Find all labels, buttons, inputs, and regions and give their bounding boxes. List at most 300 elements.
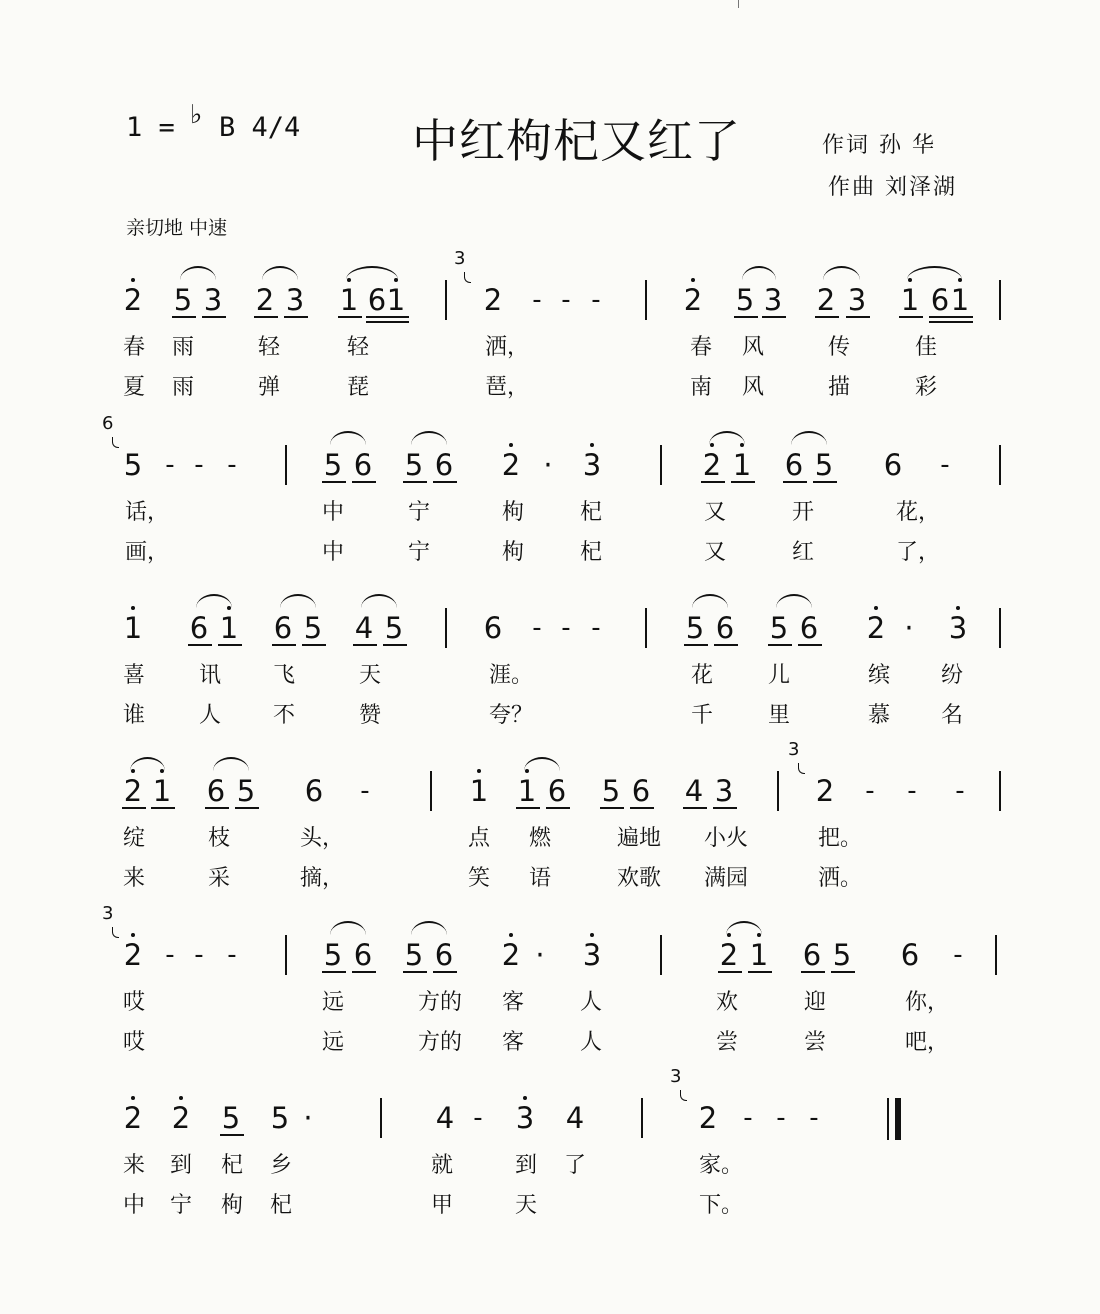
slur	[130, 757, 165, 771]
note: 6	[304, 774, 324, 808]
lyric-verse-2: 尝	[804, 1030, 827, 1055]
lyric-verse-1: 枝	[208, 826, 231, 851]
note: 5	[303, 611, 323, 645]
lyric-verse-2: 画，	[125, 540, 170, 565]
lyric-verse-1: 迎	[804, 990, 827, 1015]
slur	[742, 266, 776, 280]
lyric-verse-2: 远	[322, 1030, 345, 1055]
lyric-verse-1: 佳	[915, 335, 938, 360]
underline-beam	[272, 644, 296, 646]
composer-credit: 作曲 刘泽湖	[828, 175, 957, 200]
underline-beam	[383, 644, 407, 646]
note: 2	[121, 773, 145, 809]
lyric-verse-1: 方的	[418, 990, 463, 1015]
grace-curl	[680, 1090, 687, 1101]
bar-line	[660, 445, 662, 485]
lyric-verse-2: 笑	[468, 866, 491, 891]
lyric-verse-2: 赞	[359, 703, 382, 728]
sustain-dash: -	[360, 776, 370, 806]
note: 1	[150, 773, 174, 809]
slur	[213, 757, 249, 771]
octave-dot	[179, 1096, 183, 1100]
lyric-verse-2: 又	[704, 540, 727, 565]
note: 1	[515, 773, 539, 809]
note: 5	[601, 774, 621, 808]
sustain-dash: -	[591, 285, 601, 315]
bar-line	[641, 1098, 643, 1138]
lyric-verse-2: 满园	[704, 866, 749, 891]
octave-dot	[509, 933, 513, 937]
lyric-verse-2: 慕	[868, 703, 891, 728]
underline-beam	[683, 807, 707, 809]
underline-beam	[122, 807, 146, 809]
note: 1	[467, 773, 491, 809]
octave-dot	[477, 769, 481, 773]
slur	[196, 594, 232, 608]
flat-symbol: ♭	[190, 100, 203, 130]
lyric-verse-1: 你，	[905, 990, 950, 1015]
lyric-verse-2: 千	[691, 703, 714, 728]
underline-beam	[600, 807, 624, 809]
lyric-verse-2: 夏	[123, 375, 146, 400]
scan-mark	[738, 0, 739, 8]
lyric-verse-1: 到	[170, 1153, 193, 1178]
sustain-dash: -	[532, 613, 542, 643]
note: 6	[802, 938, 822, 972]
bar-line	[445, 608, 447, 648]
lyric-verse-1: 了	[564, 1153, 587, 1178]
underline-beam	[352, 971, 376, 973]
lyric-verse-1: 雨	[172, 335, 195, 360]
note: 5	[735, 283, 755, 317]
note: 6	[883, 448, 903, 482]
lyric-verse-1: 燃	[529, 826, 552, 851]
sustain-dash: -	[473, 1103, 483, 1133]
bar-line	[999, 280, 1001, 320]
note: 5	[769, 611, 789, 645]
lyric-verse-2: 雨	[172, 375, 195, 400]
bar-line	[430, 771, 432, 811]
octave-dot	[523, 1096, 527, 1100]
lyric-verse-2: 人	[580, 1030, 603, 1055]
bar-line	[380, 1098, 382, 1138]
lyric-verse-1: 开	[792, 500, 815, 525]
underline-beam	[701, 481, 725, 483]
grace-note: 3	[788, 739, 800, 760]
grace-curl	[798, 763, 805, 774]
bar-line	[995, 935, 997, 975]
note: 5	[323, 938, 343, 972]
bar-line	[777, 771, 779, 811]
sustain-dash: -	[194, 450, 204, 480]
slur	[180, 266, 216, 280]
note: 2	[864, 610, 888, 646]
lyric-verse-1: 杞	[221, 1153, 244, 1178]
underline-beam	[713, 807, 737, 809]
lyric-verse-2: 名	[941, 703, 964, 728]
lyric-verse-1: 花，	[896, 500, 941, 525]
lyric-verse-2: 语	[529, 866, 552, 891]
lyric-verse-2: 夸？	[489, 703, 534, 728]
lyric-verse-2: 下。	[699, 1193, 744, 1218]
slur	[524, 757, 560, 771]
lyric-verse-2: 里	[768, 703, 791, 728]
sustain-dash: -	[165, 940, 175, 970]
bar-line	[645, 608, 647, 648]
lyric-verse-1: 中	[322, 500, 345, 525]
lyric-verse-1: 春	[690, 335, 713, 360]
underline-beam	[783, 481, 807, 483]
octave-dot	[131, 1096, 135, 1100]
underline-beam	[338, 316, 362, 318]
bar-line	[999, 445, 1001, 485]
slur	[709, 431, 745, 445]
slur	[411, 431, 447, 445]
bar-line	[645, 280, 647, 320]
lyric-verse-1: 缤	[868, 663, 891, 688]
note: 4	[435, 1101, 455, 1135]
note: 1	[384, 282, 408, 318]
slur	[361, 594, 397, 608]
note: 2	[169, 1100, 193, 1136]
note: 1	[337, 282, 361, 318]
note: 2	[717, 937, 741, 973]
lyric-verse-1: 到	[515, 1153, 538, 1178]
note: 2	[499, 447, 523, 483]
note: 3	[580, 447, 604, 483]
lyric-verse-1: 讯	[199, 663, 222, 688]
slur	[411, 921, 447, 935]
grace-curl	[112, 927, 119, 938]
lyric-verse-2: 方的	[418, 1030, 463, 1055]
lyric-verse-2: 彩	[915, 375, 938, 400]
note: 6	[189, 611, 209, 645]
note: 5	[814, 448, 834, 482]
note: 5	[404, 938, 424, 972]
lyric-verse-1: 飞	[273, 663, 296, 688]
grace-note: 3	[454, 248, 466, 269]
note: ·	[303, 1101, 313, 1135]
note: 1	[217, 610, 241, 646]
lyric-verse-1: 轻	[258, 335, 281, 360]
key-signature	[126, 112, 300, 143]
sustain-dash: -	[561, 613, 571, 643]
note: 2	[121, 1100, 145, 1136]
sustain-dash: -	[532, 285, 542, 315]
octave-dot	[131, 278, 135, 282]
underline-beam	[302, 644, 326, 646]
lyric-verse-2: 宁	[170, 1193, 193, 1218]
lyric-verse-2: 琵	[347, 375, 370, 400]
slur	[280, 594, 316, 608]
lyric-verse-2: 摘，	[300, 866, 345, 891]
lyric-verse-1: 洒，	[485, 335, 530, 360]
underline-beam	[284, 316, 308, 318]
grace-note: 3	[670, 1066, 682, 1087]
sustain-dash: -	[227, 450, 237, 480]
slur	[907, 266, 962, 280]
lyric-verse-1: 儿	[768, 663, 791, 688]
lyric-verse-1: 小火	[704, 826, 749, 851]
note: 5	[384, 611, 404, 645]
bar-line	[445, 280, 447, 320]
underline-beam	[218, 644, 242, 646]
note: 6	[715, 611, 735, 645]
note: 6	[799, 611, 819, 645]
underline-beam	[949, 321, 973, 323]
note: 6	[631, 774, 651, 808]
lyric-verse-2: 哎	[123, 1030, 146, 1055]
slur	[791, 431, 827, 445]
lyric-verse-2: 了，	[896, 540, 941, 565]
underline-beam	[762, 316, 786, 318]
lyric-verse-2: 南	[690, 375, 713, 400]
lyric-verse-2: 枸	[221, 1193, 244, 1218]
grace-note: 3	[102, 903, 114, 924]
lyric-verse-1: 就	[431, 1153, 454, 1178]
note: ·	[543, 448, 553, 482]
lyric-verse-1: 天	[359, 663, 382, 688]
octave-dot	[131, 933, 135, 937]
underline-beam	[352, 481, 376, 483]
note: 3	[285, 283, 305, 317]
note: 6	[483, 611, 503, 645]
underline-beam	[353, 644, 377, 646]
lyric-verse-2: 弹	[258, 375, 281, 400]
key-suffix: B 4/4	[219, 112, 301, 143]
lyric-verse-1: 传	[828, 335, 851, 360]
sustain-dash: -	[194, 940, 204, 970]
sustain-dash: -	[743, 1103, 753, 1133]
note: 5	[173, 283, 193, 317]
underline-beam	[684, 644, 708, 646]
lyric-verse-1: 话，	[125, 500, 170, 525]
lyric-verse-2: 枸	[502, 540, 525, 565]
sustain-dash: -	[227, 940, 237, 970]
lyric-verse-1: 头，	[300, 826, 345, 851]
lyric-verse-1: 人	[580, 990, 603, 1015]
note: 6	[434, 448, 454, 482]
note: 5	[404, 448, 424, 482]
lyric-verse-2: 来	[123, 866, 146, 891]
bar-line	[999, 771, 1001, 811]
lyric-verse-2: 中	[322, 540, 345, 565]
lyric-verse-2: 风	[742, 375, 765, 400]
underline-beam	[801, 971, 825, 973]
note: 5	[685, 611, 705, 645]
sustain-dash: -	[907, 776, 917, 806]
note: 6	[353, 938, 373, 972]
underline-beam	[734, 316, 758, 318]
note: 2	[815, 774, 835, 808]
note: 5	[270, 1101, 290, 1135]
grace-curl	[464, 272, 471, 283]
note: 3	[847, 283, 867, 317]
slur	[823, 266, 860, 280]
note: 3	[580, 937, 604, 973]
sustain-dash: -	[940, 450, 950, 480]
underline-beam	[831, 971, 855, 973]
sustain-dash: -	[953, 940, 963, 970]
underline-beam	[220, 1134, 244, 1136]
underline-beam	[205, 807, 229, 809]
slur	[262, 266, 298, 280]
lyric-verse-1: 哎	[123, 990, 146, 1015]
note: 1	[898, 282, 922, 318]
lyric-verse-1: 宁	[408, 500, 431, 525]
underline-beam	[385, 321, 409, 323]
underline-beam	[235, 807, 259, 809]
note: 5	[323, 448, 343, 482]
sustain-dash: -	[865, 776, 875, 806]
underline-beam	[254, 316, 278, 318]
note: 2	[121, 282, 145, 318]
lyric-verse-2: 杞	[270, 1193, 293, 1218]
slur	[776, 594, 812, 608]
note: 3	[513, 1100, 537, 1136]
note: 2	[700, 447, 724, 483]
lyric-verse-1: 喜	[123, 663, 146, 688]
lyric-verse-1: 家。	[699, 1153, 744, 1178]
underline-beam	[630, 807, 654, 809]
underline-beam	[798, 644, 822, 646]
lyric-verse-2: 红	[792, 540, 815, 565]
underline-beam	[815, 316, 839, 318]
underline-beam	[546, 807, 570, 809]
octave-dot	[874, 606, 878, 610]
underline-beam	[403, 481, 427, 483]
lyric-verse-1: 又	[704, 500, 727, 525]
note: ·	[904, 611, 914, 645]
octave-dot	[509, 443, 513, 447]
lyric-verse-2: 采	[208, 866, 231, 891]
lyric-verse-2: 中	[123, 1193, 146, 1218]
sustain-dash: -	[955, 776, 965, 806]
lyric-verse-1: 枸	[502, 500, 525, 525]
underline-beam	[748, 971, 772, 973]
note: 5	[123, 448, 143, 482]
note: 3	[714, 774, 734, 808]
note: 6	[353, 448, 373, 482]
bar-line	[660, 935, 662, 975]
octave-dot	[956, 606, 960, 610]
sustain-dash: -	[165, 450, 175, 480]
note: 2	[698, 1101, 718, 1135]
underline-beam	[172, 316, 196, 318]
underline-beam	[731, 481, 755, 483]
slur	[346, 266, 398, 280]
underline-beam	[813, 481, 837, 483]
underline-beam	[202, 316, 226, 318]
underline-beam	[433, 971, 457, 973]
underline-beam	[714, 644, 738, 646]
note: ·	[535, 938, 545, 972]
lyric-verse-2: 洒。	[818, 866, 863, 891]
lyric-verse-1: 花	[691, 663, 714, 688]
note: 2	[121, 937, 145, 973]
lyric-verse-1: 来	[123, 1153, 146, 1178]
note: 5	[236, 774, 256, 808]
underline-beam	[899, 316, 923, 318]
lyric-verse-1: 乡	[270, 1153, 293, 1178]
lyric-verse-2: 不	[273, 703, 296, 728]
lyric-verse-1: 客	[502, 990, 525, 1015]
note: 4	[684, 774, 704, 808]
underline-beam	[322, 971, 346, 973]
slur	[692, 594, 728, 608]
lyric-verse-1: 涯。	[489, 663, 534, 688]
bar-line	[285, 445, 287, 485]
lyricist-credit: 作词 孙 华	[822, 133, 936, 158]
underline-beam	[949, 316, 973, 318]
sustain-dash: -	[809, 1103, 819, 1133]
final-bar-thick	[895, 1098, 901, 1140]
note: 1	[121, 610, 145, 646]
note: 5	[832, 938, 852, 972]
lyric-verse-1: 远	[322, 990, 345, 1015]
underline-beam	[385, 316, 409, 318]
lyric-verse-2: 天	[515, 1193, 538, 1218]
note: 2	[681, 282, 705, 318]
lyric-verse-2: 客	[502, 1030, 525, 1055]
grace-note: 6	[102, 413, 114, 434]
note: 2	[499, 937, 523, 973]
note: 2	[816, 283, 836, 317]
underline-beam	[188, 644, 212, 646]
lyric-verse-1: 绽	[123, 826, 146, 851]
lyric-verse-1: 春	[123, 335, 146, 360]
octave-dot	[131, 606, 135, 610]
note: 4	[565, 1101, 585, 1135]
bar-line	[999, 608, 1001, 648]
note: 1	[948, 282, 972, 318]
bar-line	[285, 935, 287, 975]
lyric-verse-1: 轻	[347, 335, 370, 360]
note: 1	[730, 447, 754, 483]
final-bar-thin	[887, 1098, 889, 1140]
lyric-verse-1: 欢	[716, 990, 739, 1015]
note: 6	[547, 774, 567, 808]
note: 6	[930, 283, 950, 317]
note: 6	[784, 448, 804, 482]
underline-beam	[151, 807, 175, 809]
octave-dot	[691, 278, 695, 282]
note: 6	[273, 611, 293, 645]
note: 3	[203, 283, 223, 317]
lyric-verse-2: 尝	[716, 1030, 739, 1055]
lyric-verse-2: 吧，	[905, 1030, 950, 1055]
note: 6	[367, 283, 387, 317]
lyric-verse-2: 谁	[123, 703, 146, 728]
underline-beam	[403, 971, 427, 973]
lyric-verse-1: 把。	[818, 826, 863, 851]
lyric-verse-2: 甲	[431, 1193, 454, 1218]
note: 4	[354, 611, 374, 645]
song-title: 中红枸杞又红了	[412, 114, 741, 168]
lyric-verse-2: 人	[199, 703, 222, 728]
octave-dot	[590, 933, 594, 937]
note: 6	[206, 774, 226, 808]
note: 2	[483, 283, 503, 317]
underline-beam	[718, 971, 742, 973]
slur	[330, 921, 366, 935]
tempo-marking: 亲切地 中速	[126, 217, 228, 239]
sustain-dash: -	[591, 613, 601, 643]
lyric-verse-1: 遍地	[617, 826, 662, 851]
underline-beam	[433, 481, 457, 483]
lyric-verse-1: 纷	[941, 663, 964, 688]
sustain-dash: -	[776, 1103, 786, 1133]
